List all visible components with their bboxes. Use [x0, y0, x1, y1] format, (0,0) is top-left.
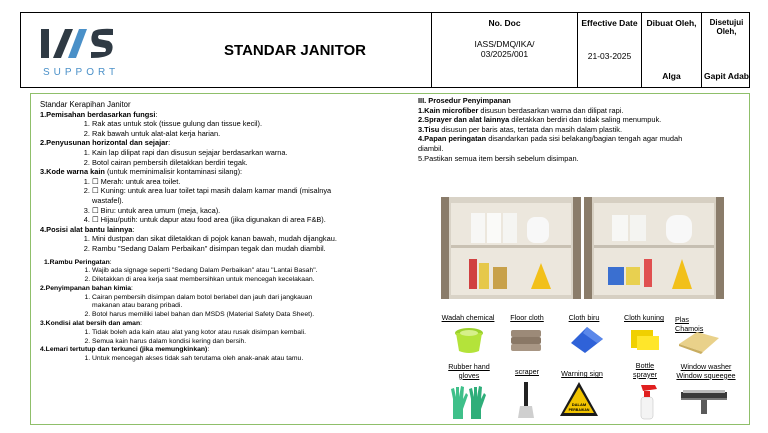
yellow-cloth-icon	[627, 326, 663, 354]
list-item: 1. Untuk mencegah akses tidak sah terutama oleh anak-anak atau tamu.	[92, 355, 410, 364]
list-item: 2. Rambu "Sedang Dalam Perbaikan" disimpan tegak dan mudah diambil.	[92, 244, 410, 254]
list-item: 1. ☐ Merah: untuk area toilet.	[92, 177, 410, 187]
list-item: 2. ☐ Kuning: untuk area luar toilet tapi masih dalam kamar mandi (misalnya	[92, 186, 410, 196]
label-window-squeegee: Window washer Window squeegee	[676, 362, 736, 380]
section-2: 2.Penyusunan horizontal dan sejajar:	[40, 138, 171, 148]
label-cloth-biru: Cloth biru	[568, 313, 600, 322]
label-wadah-chemical: Wadah chemical	[441, 313, 495, 322]
list-item-continuation: wastafel).	[92, 195, 124, 205]
document-header	[20, 12, 750, 88]
label-plas-chamois: Plas Chamois	[675, 315, 704, 333]
spray-bottle-icon	[635, 381, 659, 421]
label-bottle-sprayer: Bottle sprayer	[633, 361, 657, 379]
list-item: 2. Botol harus memiliki label bahan dan MSDS (Material Safety Data Sheet).	[92, 311, 410, 320]
doc-number-cell	[431, 13, 577, 87]
section-2-list	[40, 148, 410, 167]
section-3: 3.Kode warna kain (untuk meminimalisir kontaminasi silang):	[40, 167, 243, 177]
floor-cloth-icon	[509, 326, 543, 354]
list-item: 4. ☐ Hijau/putih: untuk dapur atau food area (jika digunakan di area F&B).	[92, 215, 410, 225]
chamois-icon	[677, 330, 721, 354]
list-item: 2. Semua kain harus dalam kondisi kering dan bersih.	[92, 338, 410, 347]
label-floor-cloth: Floor cloth	[510, 313, 544, 322]
list-item-continuation: makanan atau barang pribadi.	[92, 302, 183, 310]
list-item: 1. Cairan pembersih disimpan dalam botol berlabel dan jauh dari jangkauan	[92, 294, 410, 303]
section-1-list	[40, 119, 410, 138]
doc-number-value-1: IASS/DMQ/IKA/	[474, 39, 535, 49]
storage-procedure-column	[418, 96, 744, 163]
created-by-label: Dibuat Oleh,	[646, 18, 697, 28]
cabinet-photo-1	[441, 197, 581, 299]
chemical-bucket-icon	[453, 325, 485, 355]
list-item: 2. Botol cairan pembersih diletakkan berdiri tegak.	[92, 158, 410, 168]
blue-cloth-icon	[567, 325, 605, 355]
janitor-standards-column	[40, 100, 410, 364]
svg-text:SUPPORT: SUPPORT	[43, 67, 120, 78]
list-item: 1. Tidak boleh ada kain atau alat yang kotor atau rusak disimpan kembali.	[92, 329, 410, 338]
company-logo	[21, 13, 159, 87]
section-4-list	[40, 234, 410, 253]
safety-block	[40, 259, 410, 365]
procedure-5: 5.Pastikan semua item bersih sebelum disimpan.	[418, 153, 579, 163]
procedure-4-continuation: diambil.	[418, 143, 444, 153]
effective-date-label: Effective Date	[581, 18, 638, 28]
label-warning-sign: Warning sign	[561, 369, 603, 378]
list-item: 1. Rak atas untuk stok (tissue gulung dan tissue kecil).	[92, 119, 410, 129]
content-frame	[30, 93, 750, 425]
ias-logo-icon	[21, 13, 159, 87]
list-item: 3. ☐ Biru: untuk area umum (meja, kaca).	[92, 206, 410, 216]
warning-sign-icon	[559, 381, 599, 417]
safety-4: 4.Lemari tertutup dan terkunci (jika memungkinkan):	[40, 346, 210, 354]
approved-by-label: Disetujui Oleh,	[709, 18, 744, 36]
safety-2: 2.Penyimpanan bahan kimia:	[40, 284, 133, 292]
svg-text:PERBAIKAN: PERBAIKAN	[568, 408, 590, 412]
rubber-gloves-icon	[449, 383, 489, 421]
effective-date-value: 21-03-2025	[587, 51, 632, 61]
safety-3-list	[40, 329, 410, 347]
scraper-icon	[515, 380, 537, 420]
safety-2-list	[40, 294, 410, 320]
procedure-3: 3.Tisu disusun per baris atas, tertata dan masih dalam plastik.	[418, 124, 623, 134]
safety-3: 3.Kondisi alat bersih dan aman:	[40, 320, 142, 328]
created-by-cell	[641, 13, 701, 87]
list-item: 1. Wajib ada signage seperti "Sedang Dalam Perbaikan" atau "Lantai Basah".	[92, 267, 410, 276]
created-by-value: Alga	[662, 71, 681, 81]
section-1: 1.Pemisahan berdasarkan fungsi:	[40, 109, 158, 119]
label-rubber-gloves: Rubber hand gloves	[448, 362, 490, 380]
doc-number-label: No. Doc	[488, 18, 521, 28]
svg-text:DALAM: DALAM	[571, 402, 587, 407]
safety-1: 1.Rambu Peringatan:	[44, 258, 112, 266]
effective-date-cell	[577, 13, 641, 87]
procedure-2: 2.Sprayer dan alat lainnya diletakkan berdiri dan tidak saling menumpuk.	[418, 115, 662, 125]
safety-4-list	[40, 355, 410, 364]
approved-by-cell	[701, 13, 751, 87]
procedure-4: 4.Papan peringatan disandarkan pada sisi belakang/bagian tengah agar mudah	[418, 134, 683, 144]
page-title: STANDAR JANITOR	[224, 41, 366, 59]
procedure-heading: III. Prosedur Penyimpanan	[418, 96, 511, 105]
standards-heading: Standar Kerapihan Janitor	[40, 100, 131, 109]
safety-1-list	[40, 267, 410, 285]
label-scraper: scraper	[515, 367, 539, 376]
approved-by-value: Gapit Adab	[703, 71, 750, 81]
cabinet-photo-2	[584, 197, 724, 299]
procedure-1: 1.Kain microfiber disusun berdasarkan warna dan dilipat rapi.	[418, 105, 624, 115]
section-4: 4.Posisi alat bantu lainnya:	[40, 224, 135, 234]
section-3-list	[40, 177, 410, 225]
list-item: 2. Rak bawah untuk alat-alat kerja harian.	[92, 129, 410, 139]
list-item: 1. Kain lap dilipat rapi dan disusun sejajar berdasarkan warna.	[92, 148, 410, 158]
doc-number-value-2: 03/2025/001	[480, 49, 529, 59]
label-cloth-kuning: Cloth kuning	[624, 313, 664, 322]
window-squeegee-icon	[679, 386, 731, 416]
list-item: 2. Diletakkan di area kerja saat membersihkan untuk mencegah kecelakaan.	[92, 276, 410, 285]
list-item: 1. Mini dustpan dan sikat diletakkan di pojok kanan bawah, mudah dijangkau.	[92, 234, 410, 244]
